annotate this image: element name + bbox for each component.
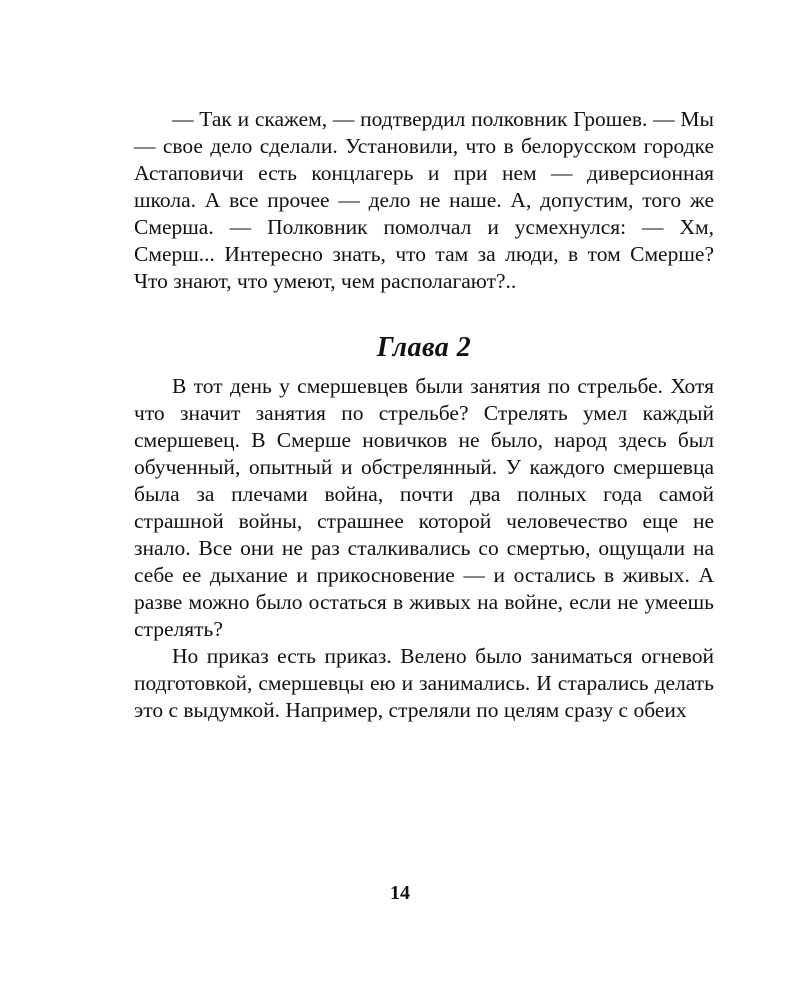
paragraph-opening: — Так и скажем, — подтвердил полковник Грошев. — Мы — свое дело сделали. Установили, что в белорусском городке Астаповичи есть концлагерь и при нем — диверсионная школа. А все прочее — дело не наше. А, допустим, того же Смерша. — Полковник помолчал и усмехнулся: — Хм, Смерш... Интересно знать, что там за люди, в том Смерше? Что знают, что умеют, чем располагают?..: [134, 107, 714, 293]
chapter-title: Глава 2: [376, 332, 472, 363]
page-number: 14: [390, 882, 410, 904]
paragraph-chapter-2: Но приказ есть приказ. Велено было заниматься огневой подготовкой, смершевцы ею и занимались. И старались делать это с выдумкой. Например, стреляли по целям сразу с обеих: [134, 644, 714, 722]
paragraph-chapter-1: В тот день у смершевцев были занятия по стрельбе. Хотя что значит занятия по стрельбе? Стрелять умел каждый смершевец. В Смерше новичков не было, народ здесь был обученный, опытный и обстрелянный. У каждого смершевца была за плечами война, почти два полных года самой страшной войны, страшнее которой человечество еще не знало. Все они не раз сталкивались со смертью, ощущали на себе ее дыхание и прикосновение — и остались в живых. А разве можно было остаться в живых на войне, если не умеешь стрелять?: [134, 374, 714, 641]
page-body: [134, 106, 714, 724]
